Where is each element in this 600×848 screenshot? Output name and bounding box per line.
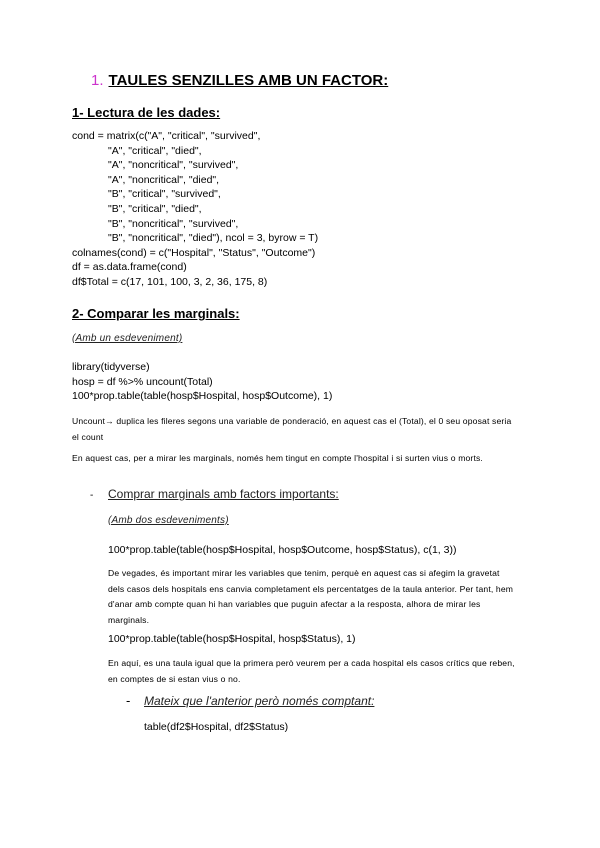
section2-code-block — [72, 360, 332, 404]
section1-heading: 1- Lectura de les dades: — [72, 105, 221, 120]
uncount-note: Uncount→ duplica les fileres segons una variable de ponderació, en aquest cas el (Total), el 0 seu oposat seria el count — [72, 416, 512, 442]
code-line: "B", "critical", "died", — [108, 202, 202, 215]
bullet-title: Comprar marginals amb factors importants: — [108, 487, 339, 501]
code-line: df$Total = c(17, 101, 100, 3, 2, 36, 175, 8) — [72, 275, 268, 288]
page-title — [91, 72, 388, 89]
code-line: "B", "noncritical", "survived", — [108, 217, 239, 230]
code-line: "B", "noncritical", "died"), ncol = 3, byrow = T) — [108, 232, 319, 245]
code-line: cond = matrix(c("A", "critical", "survived", — [72, 130, 261, 142]
sub-bullet-title: Mateix que l'anterior però només comptant: — [144, 694, 375, 708]
marginals-note: En aquest cas, per a mirar les marginals, només hem tingut en compte l'hospital i si surten vius o morts. — [72, 453, 483, 463]
section2-subtitle: (Amb un esdeveniment) — [72, 333, 183, 344]
code-line: library(tidyverse) — [72, 361, 150, 373]
code-line: "B", "critical", "survived", — [108, 188, 221, 201]
code-line: "A", "noncritical", "survived", — [108, 159, 239, 172]
sub-bullet-marker: - — [126, 693, 131, 708]
bullet-paragraph-1: De vegades, és important mirar les variables que tenim, perquè en aquest cas si afegim la gravetat dels casos dels hospitals ens canvia completament els percentatges de la taula anterior. Per tant, hem d'anar amb compte quan hi han variables que puguin afectar a la resposta, alhora de mirar les marginals. — [108, 568, 514, 625]
bullet-marker: - — [90, 490, 94, 501]
code-line: hosp = df %>% uncount(Total) — [72, 375, 213, 388]
code-line: 100*prop.table(table(hosp$Hospital, hosp$Outcome), 1) — [72, 390, 333, 403]
sub-bullet-code: table(df2$Hospital, df2$Status) — [144, 721, 289, 733]
code-line: df = as.data.frame(cond) — [72, 261, 187, 274]
bullet-code-1: 100*prop.table(table(hosp$Hospital, hosp$Outcome, hosp$Status), c(1, 3)) — [108, 544, 457, 556]
code-line: "A", "noncritical", "died", — [108, 173, 220, 186]
code-line: colnames(cond) = c("Hospital", "Status", "Outcome") — [72, 246, 316, 259]
bullet-code-2: 100*prop.table(table(hosp$Hospital, hosp$Status), 1) — [108, 633, 356, 645]
code-line: "A", "critical", "died", — [108, 144, 202, 157]
title-text: TAULES SENZILLES AMB UN FACTOR: — [108, 72, 389, 89]
title-number: 1. — [91, 72, 104, 89]
section2-heading: 2- Comparar les marginals: — [72, 306, 240, 321]
bullet-subtitle: (Amb dos esdeveniments) — [108, 515, 229, 526]
section1-code-block — [72, 129, 318, 290]
bullet-paragraph-2: En aquí, es una taula igual que la primera però veurem per a cada hospital els casos crítics que reben, en comptes de si estan vius o no. — [108, 658, 515, 684]
